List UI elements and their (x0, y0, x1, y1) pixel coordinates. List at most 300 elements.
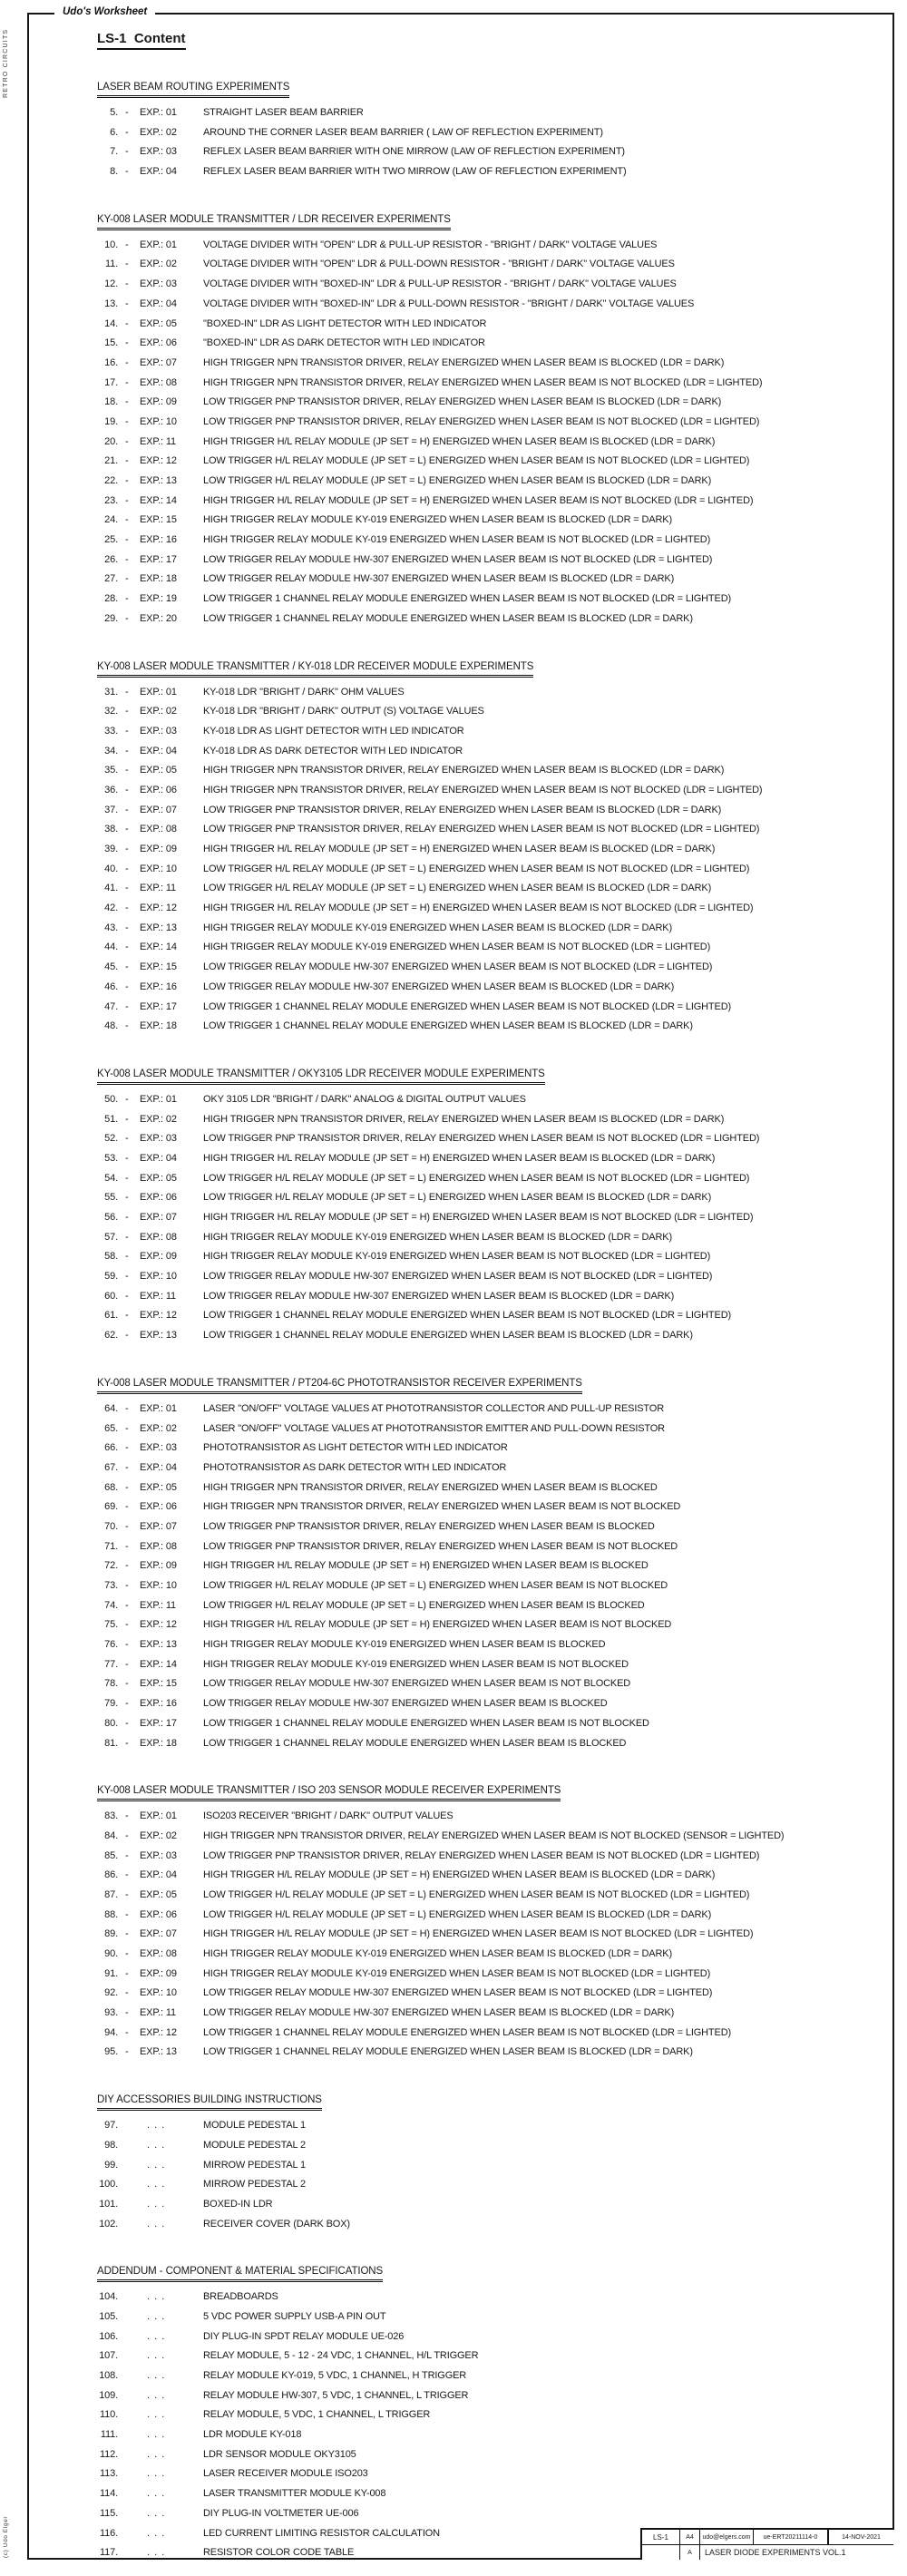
item-row (29, 103, 892, 123)
item-number: 42. (104, 903, 118, 914)
item-number: 47. (104, 1000, 118, 1012)
item-exp-label: EXP.: 13 (140, 1330, 177, 1342)
section-heading: KY-008 LASER MODULE TRANSMITTER / LDR RECEIVER EXPERIMENTS (97, 213, 451, 230)
item-description: OKY 3105 LDR "BRIGHT / DARK" ANALOG & DIGITAL OUTPUT VALUES (203, 1093, 526, 1105)
item-number: 11. (104, 259, 118, 270)
item-row (29, 570, 892, 590)
content (29, 15, 892, 2563)
item-description: HIGH TRIGGER RELAY MODULE KY-019 ENERGIZED WHEN LASER BEAM IS NOT BLOCKED (LDR = LIGHTED) (203, 534, 711, 546)
item-number: 31. (104, 686, 118, 698)
item-exp-label: EXP.: 04 (140, 1869, 177, 1881)
item-exp-label: EXP.: 06 (140, 337, 177, 349)
item-description: LOW TRIGGER H/L RELAY MODULE (JP SET = L) ENERGIZED WHEN LASER BEAM IS BLOCKED (LDR = DARK) (203, 1192, 712, 1204)
item-exp-label: EXP.: 10 (140, 1987, 177, 1999)
item-row (29, 1017, 892, 1037)
item-row (29, 275, 892, 295)
section-heading: DIY ACCESSORIES BUILDING INSTRUCTIONS (97, 2093, 322, 2111)
item-exp-label: EXP.: 13 (140, 1639, 177, 1651)
item-description: LOW TRIGGER 1 CHANNEL RELAY MODULE ENERGIZED WHEN LASER BEAM IS NOT BLOCKED (LDR = LIGHTED) (203, 593, 731, 605)
item-number: 51. (104, 1113, 118, 1125)
drawing-frame (27, 6, 894, 2560)
item-dash: - (125, 593, 129, 605)
item-number: 88. (104, 1908, 118, 1920)
item-row (29, 2308, 892, 2327)
item-row (29, 1847, 892, 1867)
item-number: 64. (104, 1402, 118, 1414)
item-row (29, 1945, 892, 1965)
item-number: 58. (104, 1251, 118, 1263)
item-dash: - (125, 396, 129, 408)
item-dash: - (125, 1152, 129, 1164)
item-number: 60. (104, 1290, 118, 1302)
item-description: RELAY MODULE, 5 VDC, 1 CHANNEL, L TRIGGER (203, 2409, 431, 2421)
section-items (29, 683, 892, 1037)
item-row (29, 1694, 892, 1714)
item-exp-label: EXP.: 04 (140, 1152, 177, 1164)
item-exp-label: EXP.: 15 (140, 514, 177, 526)
item-number: 77. (104, 1658, 118, 1670)
item-row (29, 1596, 892, 1616)
item-dash: - (125, 922, 129, 933)
item-row (29, 702, 892, 722)
item-row (29, 919, 892, 939)
item-row (29, 978, 892, 998)
item-row (29, 2195, 892, 2215)
item-number: 71. (104, 1540, 118, 1552)
item-exp-label: EXP.: 16 (140, 1698, 177, 1710)
section (29, 182, 892, 629)
item-number: 98. (104, 2139, 118, 2151)
item-number: 86. (104, 1869, 118, 1881)
item-dash: - (125, 745, 129, 756)
item-row (29, 1287, 892, 1307)
item-description: HIGH TRIGGER RELAY MODULE KY-019 ENERGIZED WHEN LASER BEAM IS NOT BLOCKED (LDR = LIGHTED) (203, 1251, 711, 1263)
item-row (29, 1326, 892, 1346)
item-description: RELAY MODULE KY-019, 5 VDC, 1 CHANNEL, H TRIGGER (203, 2370, 467, 2381)
item-row (29, 801, 892, 821)
item-dots: . . . (147, 2159, 166, 2171)
item-description: LOW TRIGGER RELAY MODULE HW-307 ENERGIZED WHEN LASER BEAM IS BLOCKED (LDR = DARK) (203, 2007, 675, 2019)
item-dots: . . . (147, 2330, 166, 2342)
item-exp-label: EXP.: 18 (140, 1020, 177, 1032)
item-number: 72. (104, 1560, 118, 1572)
item-exp-label: EXP.: 01 (140, 1402, 177, 1414)
item-description: LOW TRIGGER RELAY MODULE HW-307 ENERGIZED WHEN LASER BEAM IS NOT BLOCKED (LDR = LIGHTED) (203, 1271, 713, 1283)
item-row (29, 123, 892, 143)
item-number: 57. (104, 1231, 118, 1243)
item-number: 107. (99, 2350, 118, 2362)
item-description: LOW TRIGGER 1 CHANNEL RELAY MODULE ENERGIZED WHEN LASER BEAM IS BLOCKED (LDR = DARK) (203, 1330, 693, 1342)
item-row (29, 2156, 892, 2176)
item-exp-label: EXP.: 02 (140, 706, 177, 717)
item-number: 112. (100, 2448, 118, 2460)
item-description: LOW TRIGGER H/L RELAY MODULE (JP SET = L) ENERGIZED WHEN LASER BEAM IS NOT BLOCKED (LDR = LIGHTED) (203, 1172, 750, 1184)
item-number: 90. (104, 1948, 118, 1959)
item-number: 91. (104, 1967, 118, 1979)
item-description: LOW TRIGGER H/L RELAY MODULE (JP SET = L) ENERGIZED WHEN LASER BEAM IS NOT BLOCKED (203, 1580, 668, 1591)
item-description: KY-018 LDR "BRIGHT / DARK" OHM VALUES (203, 686, 405, 698)
item-row (29, 742, 892, 762)
item-dash: - (125, 1810, 129, 1822)
item-row (29, 2405, 892, 2425)
item-number: 70. (104, 1520, 118, 1532)
item-dash: - (125, 1231, 129, 1243)
item-dash: - (125, 1619, 129, 1631)
item-description: PHOTOTRANSISTOR AS LIGHT DETECTOR WITH LED INDICATOR (203, 1442, 508, 1454)
item-description: HIGH TRIGGER H/L RELAY MODULE (JP SET = H) ENERGIZED WHEN LASER BEAM IS BLOCKED (203, 1560, 649, 1572)
item-exp-label: EXP.: 06 (140, 784, 177, 795)
item-exp-label: EXP.: 17 (140, 553, 177, 565)
item-row (29, 452, 892, 472)
item-dots: . . . (147, 2389, 166, 2401)
item-exp-label: EXP.: 07 (140, 1928, 177, 1940)
item-exp-label: EXP.: 18 (140, 573, 177, 585)
item-dash: - (125, 376, 129, 388)
item-dash: - (125, 725, 129, 737)
section-heading: KY-008 LASER MODULE TRANSMITTER / PT204-6C PHOTOTRANSISTOR RECEIVER EXPERIMENTS (97, 1377, 582, 1394)
item-exp-label: EXP.: 01 (140, 1093, 177, 1105)
item-dash: - (125, 1560, 129, 1572)
side-label-copyright: (c) Udo Elger (3, 2515, 9, 2558)
item-dash: - (125, 455, 129, 467)
item-description: HIGH TRIGGER H/L RELAY MODULE (JP SET = H) ENERGIZED WHEN LASER BEAM IS BLOCKED (LDR = DARK) (203, 1869, 716, 1881)
item-number: 36. (104, 784, 118, 795)
item-row (29, 1556, 892, 1576)
item-exp-label: EXP.: 08 (140, 824, 177, 835)
item-row (29, 1420, 892, 1439)
item-description: LOW TRIGGER PNP TRANSISTOR DRIVER, RELAY ENERGIZED WHEN LASER BEAM IS NOT BLOCKED (LDR = LIGHTED) (203, 1133, 760, 1145)
section-items (29, 2116, 892, 2234)
item-number: 105. (99, 2310, 118, 2322)
item-dash: - (125, 146, 129, 158)
item-row (29, 860, 892, 880)
item-number: 41. (104, 883, 118, 894)
item-description: RELAY MODULE HW-307, 5 VDC, 1 CHANNEL, L TRIGGER (203, 2389, 469, 2401)
item-description: HIGH TRIGGER H/L RELAY MODULE (JP SET = H) ENERGIZED WHEN LASER BEAM IS NOT BLOCKED (203, 1619, 672, 1631)
item-row (29, 2464, 892, 2484)
section-heading: KY-008 LASER MODULE TRANSMITTER / KY-018 LDR RECEIVER MODULE EXPERIMENTS (97, 660, 533, 678)
item-exp-label: EXP.: 08 (140, 1231, 177, 1243)
item-description: HIGH TRIGGER NPN TRANSISTOR DRIVER, RELAY ENERGIZED WHEN LASER BEAM IS BLOCKED (LDR = DARK) (203, 356, 725, 368)
item-number: 37. (104, 804, 118, 815)
section-heading: ADDENDUM - COMPONENT & MATERIAL SPECIFICATIONS (97, 2265, 383, 2282)
item-number: 110. (100, 2409, 118, 2421)
item-number: 97. (104, 2120, 118, 2132)
item-description: LOW TRIGGER RELAY MODULE HW-307 ENERGIZED WHEN LASER BEAM IS NOT BLOCKED (203, 1678, 631, 1690)
item-description: HIGH TRIGGER H/L RELAY MODULE (JP SET = H) ENERGIZED WHEN LASER BEAM IS NOT BLOCKED (LDR = LIGHTED) (203, 1928, 754, 1940)
item-row (29, 938, 892, 958)
section-heading: KY-008 LASER MODULE TRANSMITTER / OKY3105 LDR RECEIVER MODULE EXPERIMENTS (97, 1068, 545, 1085)
item-dash: - (125, 2046, 129, 2058)
item-exp-label: EXP.: 09 (140, 1560, 177, 1572)
item-row (29, 2445, 892, 2465)
item-row (29, 722, 892, 742)
item-row (29, 2004, 892, 2024)
item-dash: - (125, 1540, 129, 1552)
item-dots: . . . (147, 2291, 166, 2303)
item-description: LOW TRIGGER RELAY MODULE HW-307 ENERGIZED WHEN LASER BEAM IS NOT BLOCKED (LDR = LIGHTED) (203, 961, 713, 973)
section-items (29, 236, 892, 629)
item-row (29, 1517, 892, 1537)
item-number: 80. (104, 1717, 118, 1729)
item-dash: - (125, 903, 129, 914)
item-exp-label: EXP.: 14 (140, 494, 177, 506)
item-exp-label: EXP.: 14 (140, 1658, 177, 1670)
item-dash: - (125, 1402, 129, 1414)
item-number: 65. (104, 1422, 118, 1434)
section (29, 1346, 892, 1753)
item-description: HIGH TRIGGER RELAY MODULE KY-019 ENERGIZED WHEN LASER BEAM IS NOT BLOCKED (LDR = LIGHTED) (203, 942, 711, 953)
item-number: 93. (104, 2007, 118, 2019)
item-number: 45. (104, 961, 118, 973)
item-dash: - (125, 1987, 129, 1999)
item-description: "BOXED-IN" LDR AS LIGHT DETECTOR WITH LED INDICATOR (203, 317, 487, 329)
item-exp-label: EXP.: 16 (140, 981, 177, 992)
item-description: RELAY MODULE, 5 - 12 - 24 VDC, 1 CHANNEL, H/L TRIGGER (203, 2350, 479, 2362)
item-exp-label: EXP.: 13 (140, 2046, 177, 2058)
item-number: 83. (104, 1810, 118, 1822)
item-description: LOW TRIGGER 1 CHANNEL RELAY MODULE ENERGIZED WHEN LASER BEAM IS NOT BLOCKED (LDR = LIGHTED) (203, 2026, 731, 2038)
item-description: MODULE PEDESTAL 2 (203, 2139, 306, 2151)
item-description: HIGH TRIGGER H/L RELAY MODULE (JP SET = H) ENERGIZED WHEN LASER BEAM IS NOT BLOCKED (LDR = LIGHTED) (203, 1212, 754, 1223)
item-dash: - (125, 239, 129, 250)
section (29, 1037, 892, 1346)
item-dots: . . . (147, 2120, 166, 2132)
side-label-retro-circuits: RETRO CIRCUITS (3, 28, 9, 98)
item-exp-label: EXP.: 03 (140, 1849, 177, 1861)
item-number: 19. (104, 415, 118, 427)
item-number: 43. (104, 922, 118, 933)
item-description: HIGH TRIGGER RELAY MODULE KY-019 ENERGIZED WHEN LASER BEAM IS BLOCKED (LDR = DARK) (203, 1948, 672, 1959)
section-items (29, 2288, 892, 2563)
item-number: 50. (104, 1093, 118, 1105)
item-exp-label: EXP.: 13 (140, 475, 177, 486)
item-number: 52. (104, 1133, 118, 1145)
item-row (29, 820, 892, 840)
item-row (29, 1459, 892, 1478)
section-items (29, 103, 892, 182)
item-row (29, 2215, 892, 2235)
item-dash: - (125, 1290, 129, 1302)
item-exp-label: EXP.: 05 (140, 765, 177, 776)
item-number: 95. (104, 2046, 118, 2058)
item-dash: - (125, 1908, 129, 1920)
item-row (29, 1615, 892, 1635)
item-number: 17. (104, 376, 118, 388)
item-row (29, 2504, 892, 2524)
item-row (29, 1090, 892, 1110)
item-number: 26. (104, 553, 118, 565)
item-dash: - (125, 1461, 129, 1473)
item-description: LOW TRIGGER RELAY MODULE HW-307 ENERGIZED WHEN LASER BEAM IS BLOCKED (LDR = DARK) (203, 981, 675, 992)
item-exp-label: EXP.: 03 (140, 1442, 177, 1454)
item-row (29, 1169, 892, 1189)
item-dash: - (125, 126, 129, 138)
title-block-row-1 (642, 2530, 894, 2545)
item-dash: - (125, 1192, 129, 1204)
item-dash: - (125, 415, 129, 427)
item-row (29, 1228, 892, 1248)
item-row (29, 1576, 892, 1596)
item-description: LOW TRIGGER 1 CHANNEL RELAY MODULE ENERGIZED WHEN LASER BEAM IS NOT BLOCKED (203, 1717, 649, 1729)
item-dash: - (125, 804, 129, 815)
item-dash: - (125, 514, 129, 526)
item-description: HIGH TRIGGER NPN TRANSISTOR DRIVER, RELAY ENERGIZED WHEN LASER BEAM IS NOT BLOCKED (LDR = LIGHTED) (203, 376, 763, 388)
item-dots: . . . (147, 2527, 166, 2539)
item-exp-label: EXP.: 17 (140, 1717, 177, 1729)
item-exp-label: EXP.: 04 (140, 745, 177, 756)
item-exp-label: EXP.: 11 (140, 1599, 176, 1611)
item-number: 35. (104, 765, 118, 776)
item-exp-label: EXP.: 08 (140, 376, 177, 388)
item-description: PHOTOTRANSISTOR AS DARK DETECTOR WITH LED INDICATOR (203, 1461, 507, 1473)
item-row (29, 1925, 892, 1945)
item-row (29, 374, 892, 394)
item-exp-label: EXP.: 07 (140, 1212, 177, 1223)
item-row (29, 2116, 892, 2136)
item-exp-label: EXP.: 02 (140, 1830, 177, 1841)
item-number: 14. (104, 317, 118, 329)
item-description: LOW TRIGGER PNP TRANSISTOR DRIVER, RELAY ENERGIZED WHEN LASER BEAM IS BLOCKED (203, 1520, 655, 1532)
item-exp-label: EXP.: 12 (140, 455, 177, 467)
item-dash: - (125, 1251, 129, 1263)
item-row (29, 315, 892, 335)
item-dash: - (125, 686, 129, 698)
item-row (29, 1714, 892, 1734)
item-dash: - (125, 1717, 129, 1729)
item-dots: . . . (147, 2218, 166, 2230)
item-row (29, 413, 892, 433)
item-dots: . . . (147, 2429, 166, 2441)
item-row (29, 1866, 892, 1886)
item-number: 87. (104, 1888, 118, 1900)
item-row (29, 531, 892, 551)
item-description: STRAIGHT LASER BEAM BARRIER (203, 107, 364, 118)
item-description: LOW TRIGGER PNP TRANSISTOR DRIVER, RELAY ENERGIZED WHEN LASER BEAM IS BLOCKED (LDR = DARK) (203, 396, 722, 408)
worksheet-frame-label: Udo's Worksheet (54, 6, 155, 17)
item-description: LOW TRIGGER RELAY MODULE HW-307 ENERGIZED WHEN LASER BEAM IS BLOCKED (203, 1698, 608, 1710)
item-description: KY-018 LDR "BRIGHT / DARK" OUTPUT (S) VOLTAGE VALUES (203, 706, 484, 717)
item-description: VOLTAGE DIVIDER WITH "BOXED-IN" LDR & PULL-DOWN RESISTOR - "BRIGHT / DARK" VOLTAGE VALUES (203, 298, 695, 309)
item-number: 89. (104, 1928, 118, 1940)
item-description: ISO203 RECEIVER "BRIGHT / DARK" OUTPUT VALUES (203, 1810, 454, 1822)
item-description: DIY PLUG-IN SPDT RELAY MODULE UE-026 (203, 2330, 405, 2342)
item-description: LOW TRIGGER H/L RELAY MODULE (JP SET = L) ENERGIZED WHEN LASER BEAM IS BLOCKED (LDR = DARK) (203, 883, 712, 894)
item-number: 101. (99, 2198, 118, 2210)
item-number: 46. (104, 981, 118, 992)
item-description: MIRROW PEDESTAL 2 (203, 2179, 306, 2191)
item-dash: - (125, 1869, 129, 1881)
title-block (640, 2528, 894, 2560)
item-row (29, 2425, 892, 2445)
item-dash: - (125, 1000, 129, 1012)
item-description: LOW TRIGGER 1 CHANNEL RELAY MODULE ENERGIZED WHEN LASER BEAM IS NOT BLOCKED (LDR = LIGHTED) (203, 1310, 731, 1322)
item-dash: - (125, 1442, 129, 1454)
item-row (29, 1498, 892, 1517)
section-heading: LASER BEAM ROUTING EXPERIMENTS (97, 81, 289, 98)
item-dash: - (125, 612, 129, 624)
item-description: LOW TRIGGER H/L RELAY MODULE (JP SET = L) ENERGIZED WHEN LASER BEAM IS NOT BLOCKED (LDR = LIGHTED) (203, 863, 750, 874)
item-dash: - (125, 1020, 129, 1032)
sheet-id-cell: LS-1 (642, 2530, 680, 2545)
item-dash: - (125, 1113, 129, 1125)
item-exp-label: EXP.: 10 (140, 1271, 177, 1283)
item-dash: - (125, 1599, 129, 1611)
item-row (29, 162, 892, 182)
item-row (29, 1247, 892, 1267)
item-row (29, 1400, 892, 1420)
item-description: LOW TRIGGER RELAY MODULE HW-307 ENERGIZED WHEN LASER BEAM IS NOT BLOCKED (LDR = LIGHTED) (203, 1987, 713, 1999)
item-number: 39. (104, 844, 118, 854)
item-exp-label: EXP.: 03 (140, 146, 177, 158)
item-row (29, 1188, 892, 1208)
item-row (29, 433, 892, 453)
item-description: BREADBOARDS (203, 2291, 278, 2303)
email-cell: udo@elgers.com (700, 2530, 754, 2545)
item-number: 48. (104, 1020, 118, 1032)
item-dash: - (125, 356, 129, 368)
item-row (29, 958, 892, 978)
item-description: HIGH TRIGGER RELAY MODULE KY-019 ENERGIZED WHEN LASER BEAM IS BLOCKED (LDR = DARK) (203, 922, 672, 933)
item-row (29, 354, 892, 374)
item-row (29, 781, 892, 801)
item-exp-label: EXP.: 11 (140, 435, 176, 447)
item-row (29, 2175, 892, 2195)
item-number: 104. (99, 2291, 118, 2303)
item-row (29, 1149, 892, 1169)
item-description: HIGH TRIGGER RELAY MODULE KY-019 ENERGIZED WHEN LASER BEAM IS NOT BLOCKED (203, 1658, 629, 1670)
item-number: 114. (100, 2488, 118, 2500)
item-exp-label: EXP.: 04 (140, 166, 177, 178)
item-number: 84. (104, 1830, 118, 1841)
item-number: 28. (104, 593, 118, 605)
item-description: BOXED-IN LDR (203, 2198, 273, 2210)
item-number: 106. (99, 2330, 118, 2342)
item-number: 24. (104, 514, 118, 526)
item-exp-label: EXP.: 11 (140, 2007, 176, 2019)
item-dash: - (125, 883, 129, 894)
item-row (29, 1537, 892, 1557)
item-description: HIGH TRIGGER NPN TRANSISTOR DRIVER, RELAY ENERGIZED WHEN LASER BEAM IS NOT BLOCKED (203, 1501, 681, 1513)
item-exp-label: EXP.: 08 (140, 1948, 177, 1959)
item-description: HIGH TRIGGER NPN TRANSISTOR DRIVER, RELAY ENERGIZED WHEN LASER BEAM IS BLOCKED (LDR = DARK) (203, 765, 725, 776)
item-number: 113. (100, 2468, 118, 2480)
item-dash: - (125, 1967, 129, 1979)
date-cell: 14-NOV-2021 (828, 2530, 893, 2545)
item-dots: . . . (147, 2547, 166, 2559)
item-number: 55. (104, 1192, 118, 1204)
item-dash: - (125, 1172, 129, 1184)
item-exp-label: EXP.: 12 (140, 1619, 177, 1631)
item-dots: . . . (147, 2370, 166, 2381)
item-description: LOW TRIGGER PNP TRANSISTOR DRIVER, RELAY ENERGIZED WHEN LASER BEAM IS NOT BLOCKED (LDR = LIGHTED) (203, 415, 760, 427)
item-number: 75. (104, 1619, 118, 1631)
item-row (29, 2366, 892, 2386)
item-dots: . . . (147, 2507, 166, 2519)
item-description: HIGH TRIGGER NPN TRANSISTOR DRIVER, RELAY ENERGIZED WHEN LASER BEAM IS BLOCKED (LDR = DARK) (203, 1113, 725, 1125)
revision-cell: A (680, 2545, 700, 2560)
item-number: 27. (104, 573, 118, 585)
item-dash: - (125, 1698, 129, 1710)
item-dash: - (125, 2007, 129, 2019)
item-dash: - (125, 1580, 129, 1591)
item-dash: - (125, 1888, 129, 1900)
item-number: 21. (104, 455, 118, 467)
item-dash: - (125, 435, 129, 447)
item-number: 66. (104, 1442, 118, 1454)
item-exp-label: EXP.: 10 (140, 1580, 177, 1591)
item-number: 54. (104, 1172, 118, 1184)
